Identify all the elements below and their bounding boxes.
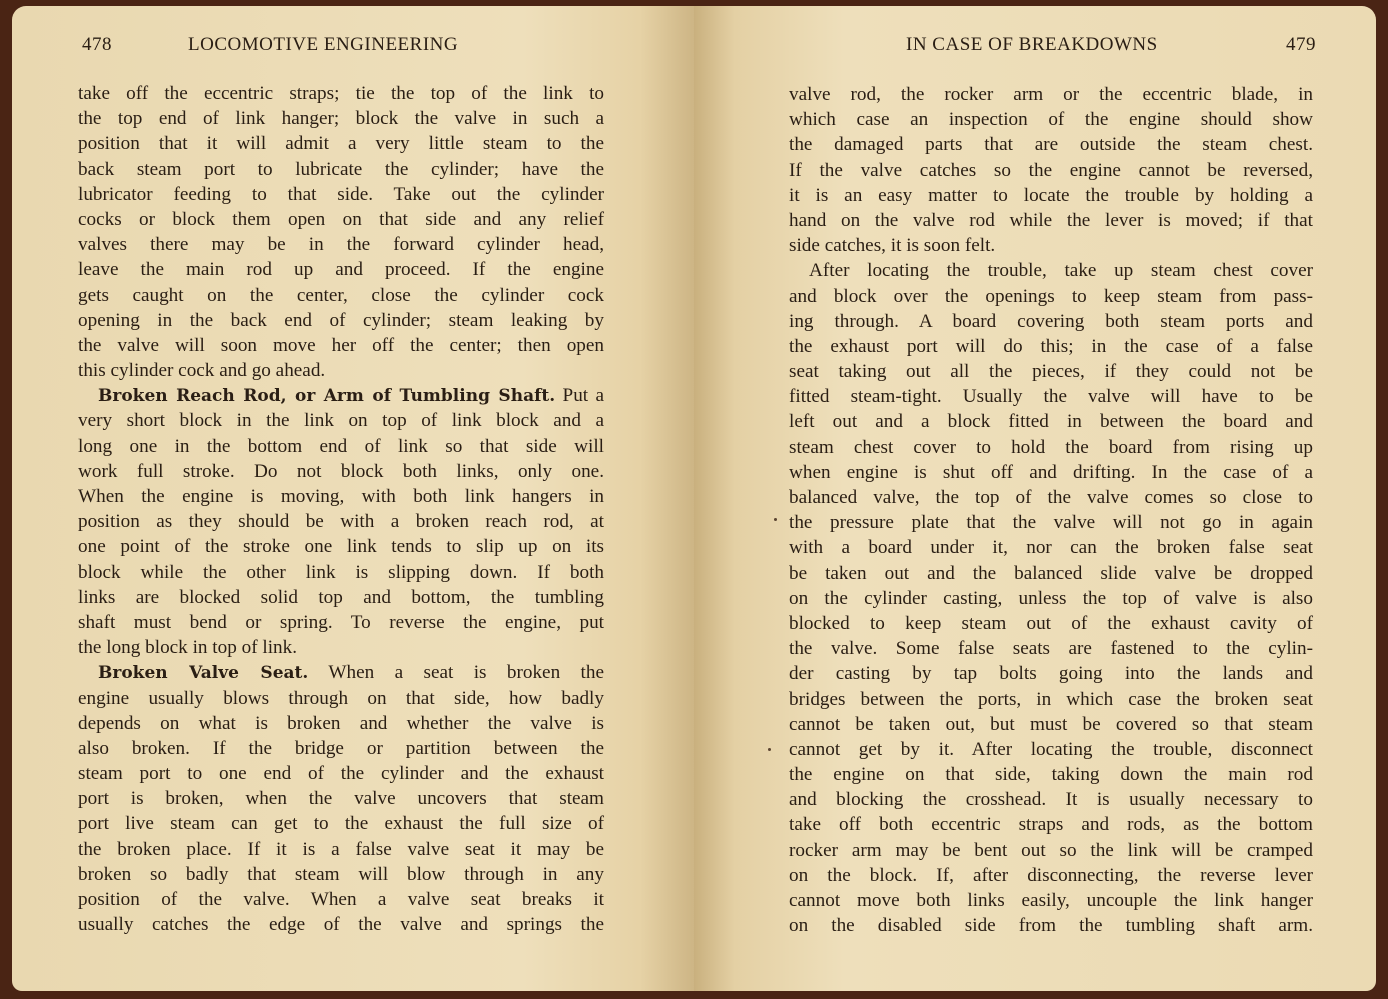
line-text: cannot get by it. After locating the trouble, disconnect bbox=[789, 738, 1313, 760]
line-text: position of the valve. When a valve seat breaks it bbox=[78, 889, 604, 910]
line-text: long one in the bottom end of link so that side will bbox=[78, 435, 604, 457]
text-line bbox=[78, 686, 604, 711]
line-text: take off the eccentric straps; tie the top of the link to bbox=[78, 83, 604, 104]
line-text: and blocking the crosshead. It is usually necessary to bbox=[789, 789, 1313, 811]
line-text: Put a bbox=[555, 385, 604, 407]
running-head: IN CASE OF BREAKDOWNS bbox=[906, 34, 1158, 55]
text-line bbox=[789, 460, 1313, 485]
line-text: work full stroke. Do not block both links, only one. bbox=[78, 460, 604, 482]
page-body bbox=[78, 81, 604, 937]
line-text: which case an inspection of the engine should show bbox=[789, 109, 1313, 131]
text-line bbox=[789, 913, 1313, 938]
text-line bbox=[789, 384, 1313, 409]
text-line bbox=[78, 736, 604, 761]
line-text: blocked to keep steam out of the exhaust cavity of bbox=[789, 612, 1313, 634]
text-line bbox=[789, 107, 1313, 132]
text-line bbox=[789, 158, 1313, 183]
text-line bbox=[78, 887, 604, 912]
text-line bbox=[78, 610, 604, 635]
text-line bbox=[789, 812, 1313, 837]
page-number: 478 bbox=[82, 34, 112, 55]
line-text: opening in the back end of cylinder; steam leaking by bbox=[78, 309, 604, 331]
line-text: links are blocked solid top and bottom, the tumbling bbox=[78, 586, 604, 608]
line-text: be taken out and the balanced slide valve be dropped bbox=[789, 562, 1313, 584]
line-text: when engine is shut off and drifting. In the case of a bbox=[789, 461, 1313, 483]
line-text: position as they should be with a broken reach rod, at bbox=[78, 511, 604, 533]
text-line bbox=[78, 459, 604, 484]
page-body bbox=[789, 82, 1313, 938]
line-text: ing through. A board covering both steam ports and bbox=[789, 310, 1313, 332]
text-line bbox=[789, 183, 1313, 208]
line-text: lubricator feeding to that side. Take out the cylinder bbox=[78, 183, 604, 205]
line-text: back steam port to lubricate the cylinder; have the bbox=[78, 158, 604, 180]
text-line bbox=[789, 258, 1313, 283]
line-text: bridges between the ports, in which case the broken seat bbox=[789, 688, 1313, 710]
text-line bbox=[789, 762, 1313, 787]
page-number: 479 bbox=[1286, 34, 1316, 55]
text-line bbox=[78, 811, 604, 836]
text-line bbox=[78, 534, 604, 559]
text-line bbox=[789, 409, 1313, 434]
line-text: valves there may be in the forward cylinder head, bbox=[78, 234, 604, 256]
text-line bbox=[789, 208, 1313, 233]
line-text: very short block in the link on top of link block and a bbox=[78, 410, 604, 432]
line-text: also broken. If the bridge or partition between the bbox=[78, 737, 604, 759]
line-text: left out and a block fitted in between the board and bbox=[789, 411, 1313, 433]
line-text: one point of the stroke one link tends to slip up on its bbox=[78, 536, 604, 558]
line-text: it is an easy matter to locate the trouble by holding a bbox=[789, 184, 1313, 206]
right-page bbox=[694, 6, 1376, 991]
text-line bbox=[78, 283, 604, 308]
line-text: the valve will soon move her off the center; then open bbox=[78, 334, 604, 356]
line-text: on the disabled side from the tumbling shaft arm. bbox=[789, 915, 1313, 937]
line-text: der casting by tap bolts going into the lands and bbox=[789, 663, 1313, 685]
line-text: the long block in top of link. bbox=[78, 637, 298, 659]
line-text: When a seat is broken the bbox=[308, 662, 604, 684]
text-line bbox=[78, 157, 604, 182]
text-line bbox=[789, 561, 1313, 586]
line-text: steam port to one end of the cylinder and the exhaust bbox=[78, 763, 604, 785]
line-text: this cylinder cock and go ahead. bbox=[78, 360, 326, 382]
text-line bbox=[789, 586, 1313, 611]
line-text: the broken place. If it is a false valve seat it may be bbox=[78, 838, 604, 860]
text-line bbox=[789, 888, 1313, 913]
text-line bbox=[78, 484, 604, 509]
text-line bbox=[789, 687, 1313, 712]
line-text: hand on the valve rod while the lever is moved; if that bbox=[789, 209, 1313, 231]
line-text: seat taking out all the pieces, if they could not be bbox=[789, 361, 1313, 383]
line-text: balanced valve, the top of the valve comes so close to bbox=[789, 487, 1313, 508]
text-line bbox=[78, 711, 604, 736]
text-line bbox=[78, 408, 604, 433]
text-line bbox=[78, 81, 604, 106]
text-line bbox=[78, 257, 604, 282]
line-text: steam chest cover to hold the board from rising up bbox=[789, 436, 1313, 458]
text-line bbox=[789, 284, 1313, 309]
text-line bbox=[78, 761, 604, 786]
line-text: valve rod, the rocker arm or the eccentric blade, in bbox=[789, 84, 1313, 105]
text-line bbox=[789, 737, 1313, 762]
line-text: the engine on that side, taking down the main rod bbox=[789, 764, 1313, 786]
section-heading-line bbox=[78, 660, 604, 685]
text-line bbox=[789, 82, 1313, 107]
text-line bbox=[78, 635, 604, 660]
text-line bbox=[789, 611, 1313, 636]
line-text: and block over the openings to keep steam from pass- bbox=[789, 285, 1313, 307]
line-text: the top end of link hanger; block the valve in such a bbox=[78, 108, 604, 130]
section-heading: Broken Reach Rod, or Arm of Tumbling Shaft. bbox=[98, 386, 556, 407]
text-line bbox=[789, 636, 1313, 661]
line-text: rocker arm may be bent out so the link will be cramped bbox=[789, 839, 1313, 861]
line-text: leave the main rod up and proceed. If the engine bbox=[78, 259, 604, 281]
text-line bbox=[78, 509, 604, 534]
section-heading: Broken Valve Seat. bbox=[98, 663, 309, 684]
line-text: shaft must bend or spring. To reverse the engine, put bbox=[78, 611, 604, 633]
text-line bbox=[789, 334, 1313, 359]
line-text: take off both eccentric straps and rods, as the bottom bbox=[789, 814, 1313, 836]
text-line bbox=[78, 131, 604, 156]
line-text: the pressure plate that the valve will not go in again bbox=[789, 512, 1313, 534]
line-text: cannot move both links easily, uncouple the link hanger bbox=[789, 890, 1313, 911]
running-head: LOCOMOTIVE ENGINEERING bbox=[188, 34, 459, 55]
text-line bbox=[78, 333, 604, 358]
line-text: If the valve catches so the engine cannot be reversed, bbox=[789, 159, 1313, 181]
text-line bbox=[789, 712, 1313, 737]
text-line bbox=[78, 207, 604, 232]
text-line bbox=[789, 359, 1313, 384]
line-text: depends on what is broken and whether the valve is bbox=[78, 712, 604, 734]
line-text: on the cylinder casting, unless the top of valve is also bbox=[789, 587, 1313, 609]
text-line bbox=[789, 838, 1313, 863]
text-line bbox=[789, 535, 1313, 560]
text-line bbox=[78, 182, 604, 207]
text-line bbox=[78, 862, 604, 887]
text-line bbox=[789, 863, 1313, 888]
line-text: the valve. Some false seats are fastened to the cylin- bbox=[789, 638, 1313, 660]
section-heading-line bbox=[78, 383, 604, 408]
text-line bbox=[78, 837, 604, 862]
text-line bbox=[78, 560, 604, 585]
text-line bbox=[789, 233, 1313, 258]
line-text: block while the other link is slipping down. If both bbox=[78, 561, 604, 583]
line-text: cocks or block them open on that side and any relief bbox=[78, 208, 604, 230]
text-line bbox=[78, 106, 604, 131]
line-text: the exhaust port will do this; in the case of a false bbox=[789, 335, 1313, 357]
text-line bbox=[789, 132, 1313, 157]
text-line bbox=[789, 510, 1313, 535]
line-text: When the engine is moving, with both link hangers in bbox=[78, 486, 604, 507]
line-text: After locating the trouble, take up steam chest cover bbox=[809, 260, 1313, 282]
text-line bbox=[78, 434, 604, 459]
line-text: gets caught on the center, close the cylinder cock bbox=[78, 284, 604, 306]
line-text: port is broken, when the valve uncovers that steam bbox=[78, 788, 604, 810]
text-line bbox=[78, 912, 604, 937]
text-line bbox=[78, 585, 604, 610]
line-text: the damaged parts that are outside the steam chest. bbox=[789, 134, 1313, 156]
text-line bbox=[78, 232, 604, 257]
line-text: fitted steam-tight. Usually the valve will have to be bbox=[789, 386, 1313, 408]
line-text: port live steam can get to the exhaust the full size of bbox=[78, 813, 604, 835]
line-text: side catches, it is soon felt. bbox=[789, 235, 996, 257]
line-text: with a board under it, nor can the broken false seat bbox=[789, 537, 1313, 559]
text-line bbox=[789, 661, 1313, 686]
text-line bbox=[78, 358, 604, 383]
print-speck bbox=[768, 748, 771, 751]
text-line bbox=[789, 309, 1313, 334]
text-line bbox=[789, 485, 1313, 510]
text-line bbox=[789, 787, 1313, 812]
text-line bbox=[78, 786, 604, 811]
print-speck bbox=[774, 518, 777, 521]
line-text: engine usually blows through on that side, how badly bbox=[78, 687, 604, 709]
left-page bbox=[12, 6, 694, 991]
text-line bbox=[789, 435, 1313, 460]
line-text: broken so badly that steam will blow through in any bbox=[78, 863, 604, 885]
line-text: usually catches the edge of the valve and springs the bbox=[78, 914, 604, 936]
line-text: cannot be taken out, but must be covered so that steam bbox=[789, 713, 1313, 735]
text-line bbox=[78, 308, 604, 333]
line-text: position that it will admit a very little steam to the bbox=[78, 133, 604, 155]
line-text: on the block. If, after disconnecting, the reverse lever bbox=[789, 864, 1313, 886]
